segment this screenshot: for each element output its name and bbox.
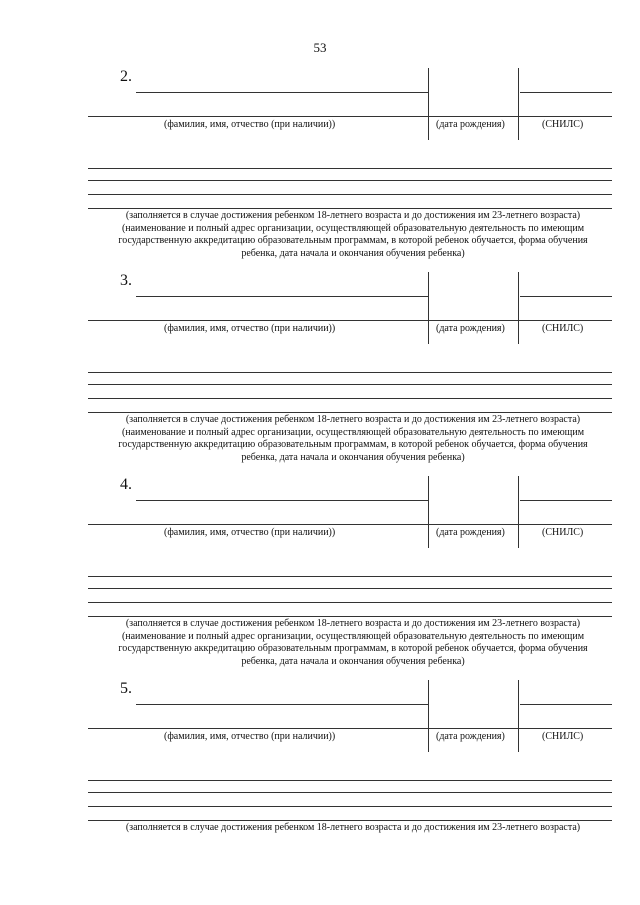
entry-number: 3.	[120, 272, 132, 289]
fio-field-line[interactable]	[136, 92, 428, 93]
note-line: ребенка, дата начала и окончания обучения ребенка)	[241, 247, 465, 259]
education-field-line[interactable]	[88, 576, 612, 577]
education-note	[88, 414, 618, 464]
snils-field-line[interactable]	[520, 92, 612, 93]
birth-date-label: (дата рождения)	[436, 119, 505, 130]
entry-number: 2.	[120, 68, 132, 85]
child-entry-2	[0, 68, 640, 268]
education-field-line[interactable]	[88, 194, 612, 195]
education-field-line[interactable]	[88, 792, 612, 793]
education-field-line[interactable]	[88, 168, 612, 169]
row-baseline	[88, 320, 612, 321]
note-line: (наименование и полный адрес организации, осуществляющей образовательную деятельность по имеющим	[121, 630, 585, 642]
birth-date-label: (дата рождения)	[436, 731, 505, 742]
note-line: (заполняется в случае достижения ребенком 18-летнего возраста и до достижения им 23-летнего возраста)	[125, 822, 581, 833]
fio-label: (фамилия, имя, отчество (при наличии))	[164, 323, 336, 334]
snils-label: (СНИЛС)	[542, 527, 584, 538]
education-field-line[interactable]	[88, 384, 612, 385]
snils-field-line[interactable]	[520, 704, 612, 705]
education-field-line[interactable]	[88, 412, 612, 413]
page-number: 53	[313, 40, 327, 55]
child-entry-5	[0, 680, 640, 880]
fio-label: (фамилия, имя, отчество (при наличии))	[164, 527, 336, 538]
education-note	[88, 210, 618, 260]
row-baseline	[88, 116, 612, 117]
note-line: (заполняется в случае достижения ребенком 18-летнего возраста и до достижения им 23-летнего возраста)	[125, 210, 581, 221]
row-baseline	[88, 728, 612, 729]
fio-label: (фамилия, имя, отчество (при наличии))	[164, 731, 336, 742]
birth-date-label: (дата рождения)	[436, 527, 505, 538]
snils-field-line[interactable]	[520, 296, 612, 297]
education-note	[88, 618, 618, 668]
education-field-line[interactable]	[88, 616, 612, 617]
education-field-line[interactable]	[88, 180, 612, 181]
note-line: государственную аккредитацию образовательным программам, в которой ребенок обучается, форма обучения	[118, 643, 588, 654]
note-line: (наименование и полный адрес организации, осуществляющей образовательную деятельность по имеющим	[121, 222, 585, 234]
note-line: государственную аккредитацию образовательным программам, в которой ребенок обучается, форма обучения	[118, 439, 588, 450]
fio-field-line[interactable]	[136, 704, 428, 705]
row-baseline	[88, 524, 612, 525]
education-field-line[interactable]	[88, 820, 612, 821]
education-field-line[interactable]	[88, 806, 612, 807]
field-divider	[518, 272, 519, 344]
education-field-line[interactable]	[88, 372, 612, 373]
fio-field-line[interactable]	[136, 500, 428, 501]
note-line: ребенка, дата начала и окончания обучения ребенка)	[241, 451, 465, 463]
education-field-line[interactable]	[88, 398, 612, 399]
note-line: (заполняется в случае достижения ребенком 18-летнего возраста и до достижения им 23-летнего возраста)	[125, 414, 581, 425]
education-field-line[interactable]	[88, 208, 612, 209]
education-note	[88, 822, 618, 835]
education-field-line[interactable]	[88, 780, 612, 781]
field-divider	[428, 68, 429, 140]
field-divider	[518, 68, 519, 140]
education-field-line[interactable]	[88, 588, 612, 589]
note-line: (заполняется в случае достижения ребенком 18-летнего возраста и до достижения им 23-летнего возраста)	[125, 618, 581, 629]
entry-number: 5.	[120, 680, 132, 697]
child-entry-3	[0, 272, 640, 472]
snils-label: (СНИЛС)	[542, 323, 584, 334]
snils-label: (СНИЛС)	[542, 731, 584, 742]
fio-field-line[interactable]	[136, 296, 428, 297]
note-line: (наименование и полный адрес организации, осуществляющей образовательную деятельность по имеющим	[121, 426, 585, 438]
note-line: государственную аккредитацию образовательным программам, в которой ребенок обучается, форма обучения	[118, 235, 588, 246]
field-divider	[518, 680, 519, 752]
field-divider	[428, 476, 429, 548]
field-divider	[428, 272, 429, 344]
snils-field-line[interactable]	[520, 500, 612, 501]
fio-label: (фамилия, имя, отчество (при наличии))	[164, 119, 336, 130]
note-line: ребенка, дата начала и окончания обучения ребенка)	[241, 655, 465, 667]
snils-label: (СНИЛС)	[542, 119, 584, 130]
entry-number: 4.	[120, 476, 132, 493]
field-divider	[428, 680, 429, 752]
birth-date-label: (дата рождения)	[436, 323, 505, 334]
child-entry-4	[0, 476, 640, 676]
field-divider	[518, 476, 519, 548]
education-field-line[interactable]	[88, 602, 612, 603]
